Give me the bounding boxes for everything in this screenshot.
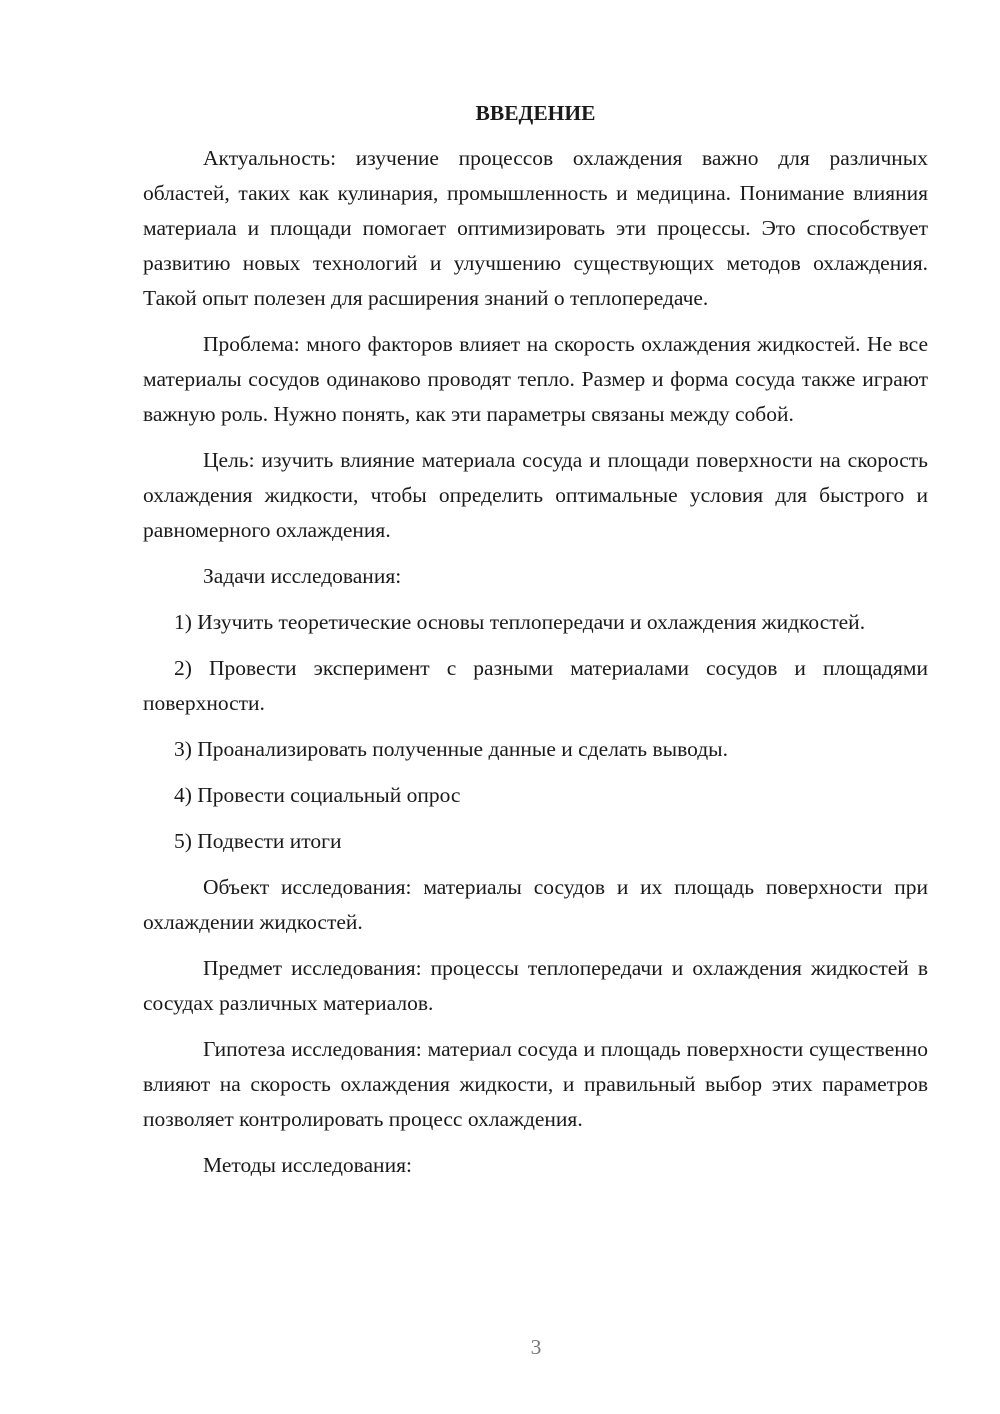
page-content: [143, 96, 928, 1194]
page-number: 3: [530, 1335, 542, 1359]
paragraph-goal: Цель: изучить влияние материала сосуда и площади поверхности на скорость охлаждения жидкости, чтобы определить оптимальные условия для быстрого и равномерного охлаждения.: [143, 448, 928, 542]
paragraph-relevance: Актуальность: изучение процессов охлаждения важно для различных областей, таких как кулинария, промышленность и медицина. Понимание влияния материала и площади помогает оптимизировать эти процессы. Это способствует развитию новых технологий и улучшению существующих методов охлаждения. Такой опыт полезен для расширения знаний о теплопередаче.: [143, 146, 928, 310]
paragraph-problem: Проблема: много факторов влияет на скорость охлаждения жидкостей. Не все материалы сосудов одинаково проводят тепло. Размер и форма сосуда также играют важную роль. Нужно понять, как эти параметры связаны между собой.: [143, 332, 928, 426]
paragraph-object: Объект исследования: материалы сосудов и их площадь поверхности при охлаждении жидкостей.: [143, 875, 928, 934]
paragraph-hypothesis: Гипотеза исследования: материал сосуда и площадь поверхности существенно влияют на скорость охлаждения жидкости, и правильный выбор этих параметров позволяет контролировать процесс охлаждения.: [143, 1037, 928, 1131]
task-item-3: 3) Проанализировать полученные данные и сделать выводы.: [174, 737, 728, 761]
task-item-4: 4) Провести социальный опрос: [174, 783, 461, 807]
page-title: ВВЕДЕНИЕ: [475, 101, 596, 125]
task-item-1: 1) Изучить теоретические основы теплопередачи и охлаждения жидкостей.: [174, 610, 866, 634]
task-item-5: 5) Подвести итоги: [174, 829, 342, 853]
paragraph-methods: Методы исследования:: [203, 1153, 412, 1177]
task-item-2: 2) Провести эксперимент с разными материалами сосудов и площадями поверхности.: [143, 656, 928, 715]
paragraph-tasks-heading: Задачи исследования:: [203, 564, 402, 588]
paragraph-subject: Предмет исследования: процессы теплопередачи и охлаждения жидкостей в сосудах различных материалов.: [143, 956, 928, 1015]
task-list: [143, 605, 928, 859]
